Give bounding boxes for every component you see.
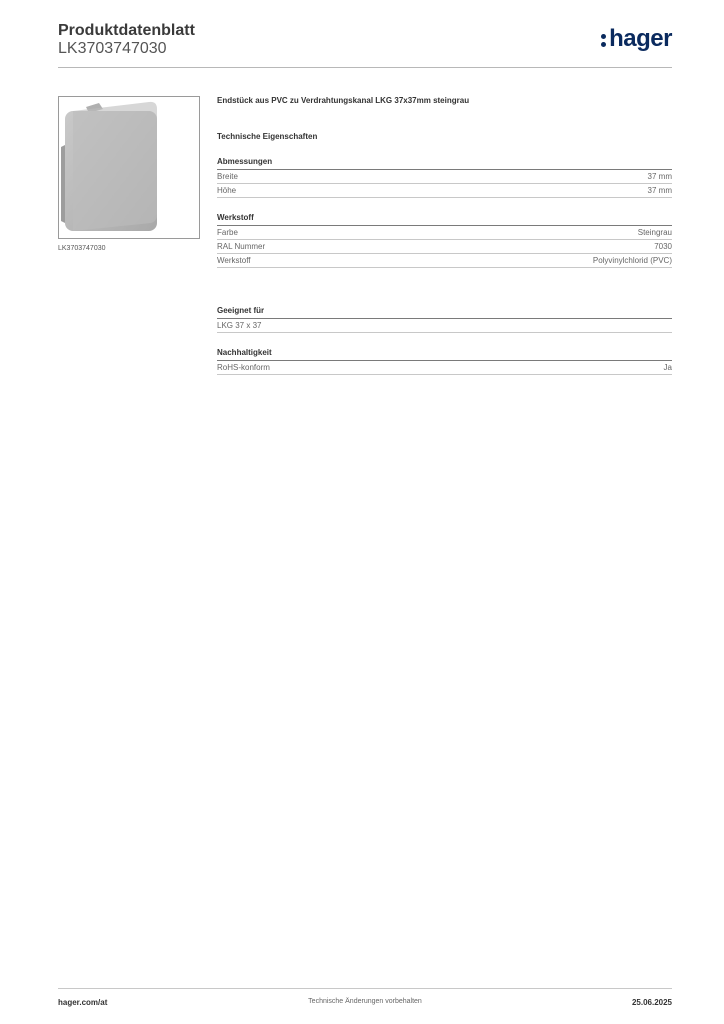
table-row	[217, 184, 672, 198]
row-label: RAL Nummer	[217, 242, 266, 251]
table-row	[217, 170, 672, 184]
row-label: Breite	[217, 172, 238, 181]
footer-website-link[interactable]: hager.com/at	[58, 998, 108, 1007]
group-title: Geeignet für	[217, 306, 672, 319]
row-label: Werkstoff	[217, 256, 251, 265]
row-value: 37 mm	[647, 172, 672, 181]
product-details	[217, 96, 672, 375]
row-value: Polyvinylchlorid (PVC)	[592, 256, 672, 265]
row-value: Steingrau	[637, 228, 672, 237]
row-label: LKG 37 x 37	[217, 321, 262, 330]
row-value: 37 mm	[647, 186, 672, 195]
product-image	[58, 96, 200, 239]
logo-text: hager	[609, 25, 672, 52]
row-value: Ja	[663, 363, 672, 372]
group-title: Abmessungen	[217, 157, 672, 170]
group-title: Werkstoff	[217, 213, 672, 226]
page-header	[58, 22, 672, 68]
footer-date: 25.06.2025	[631, 998, 672, 1007]
row-label: Höhe	[217, 186, 237, 195]
table-row	[217, 240, 672, 254]
footer-disclaimer: Technische Änderungen vorbehalten	[308, 998, 422, 1005]
group-sustainability	[217, 348, 672, 375]
hager-logo	[601, 26, 672, 52]
table-row	[217, 361, 672, 375]
table-row	[217, 319, 672, 333]
document-article-number: LK3703747030	[58, 40, 167, 57]
group-material	[217, 213, 672, 268]
row-label: Farbe	[217, 228, 238, 237]
group-suitable-for	[217, 306, 672, 333]
end-cap-image	[59, 97, 199, 238]
row-value: 7030	[654, 242, 672, 251]
section-title-technical: Technische Eigenschaften	[217, 132, 318, 141]
group-dimensions	[217, 157, 672, 198]
row-label: RoHS-konform	[217, 363, 270, 372]
page-footer	[58, 988, 672, 1012]
group-title: Nachhaltigkeit	[217, 348, 672, 361]
document-title: Produktdatenblatt	[58, 22, 195, 39]
table-row	[217, 254, 672, 268]
logo-colon-icon	[601, 30, 607, 48]
image-caption: LK3703747030	[58, 245, 106, 252]
product-name: Endstück aus PVC zu Verdrahtungskanal LKG 37x37mm steingrau	[217, 96, 470, 105]
table-row	[217, 226, 672, 240]
